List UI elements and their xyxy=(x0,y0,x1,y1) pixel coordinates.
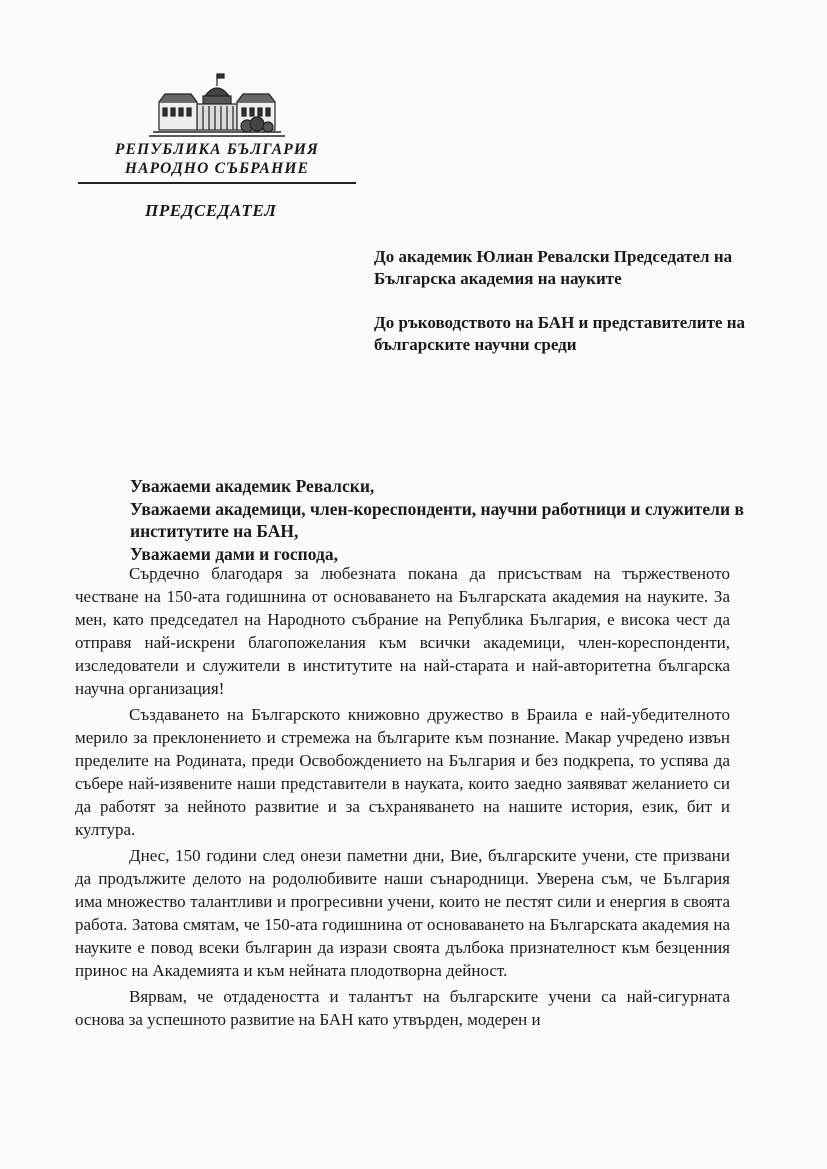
letterhead xyxy=(78,72,356,184)
addressee-first: До академик Юлиан Ревалски Председател на Българска академия на науките xyxy=(374,247,733,288)
body-paragraph: Днес, 150 години след онези паметни дни, Вие, българските учени, сте призвани да продължите делото на родолюбивите наши сънародници. Уверена съм, че България има множество талантливи и прогресивни учени, които не пестят сили и енергия в своята работа. Затова смятам, че 150-ата годишнина от основаването на Българската академия на науките е повод всеки българин да изрази своята дълбока признателност към безценния принос на Академията и към нейната плодотворна дейност. xyxy=(75,846,730,980)
addressee-second: До ръководството на БАН и представителите на българските научни среди xyxy=(374,313,746,354)
salutation-line: Уважаеми дами и господа, xyxy=(130,543,338,564)
salutation-line: Уважаеми академици, член-кореспонденти, научни работници и служители в институтите на БАН, xyxy=(130,498,744,541)
salutation-block xyxy=(130,475,750,565)
letterhead-assembly: НАРОДНО СЪБРАНИЕ xyxy=(124,160,310,177)
letterhead-republic: РЕПУБЛИКА БЪЛГАРИЯ xyxy=(114,141,320,158)
letterhead-divider xyxy=(78,182,356,184)
letter-body xyxy=(75,562,730,1034)
addressee-block xyxy=(374,246,754,356)
salutation-line: Уважаеми академик Ревалски, xyxy=(130,476,375,496)
body-paragraph: Създаването на Българското книжовно дружество в Браила е най-убедителното мерило за преклонението и стремежа на българите към познание. Макар учредено извън пределите на Родината, преди Освобождението на България и без подкрепа, то успява да събере най-изявените наши представители в науката, които заедно заявяват желанието си да работят за нейното развитие и за съхраняването на нашите история, език, бит и култура. xyxy=(75,705,730,839)
body-paragraph: Вярвам, че отдадеността и талантът на българските учени са най-сигурната основа за успешното развитие на БАН като утвърден, модерен и xyxy=(75,987,730,1029)
body-paragraph: Сърдечно благодаря за любезната покана да присъствам на тържественото честване на 150-ата годишнина от основаването на Българската академия на науките. За мен, като председател на Народното събрание на Република България, е висока чест да отправя най-искрени благопожелания към всички академици, член-кореспонденти, изследователи и служители в институтите на най-старата и най-авторитетна българска научна организация! xyxy=(75,564,730,698)
parliament-building-icon xyxy=(147,72,287,140)
position-title: ПРЕДСЕДАТЕЛ xyxy=(145,201,277,220)
